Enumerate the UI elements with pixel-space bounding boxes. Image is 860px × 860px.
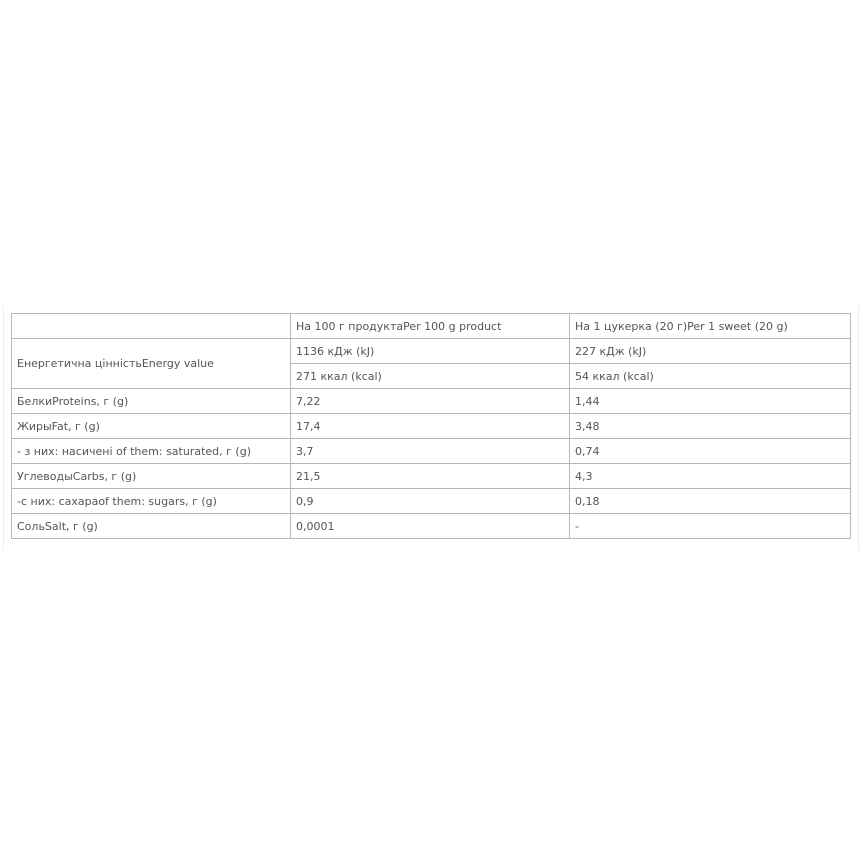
row-label-cell: - з них: насичені of them: saturated, г (g) bbox=[12, 439, 291, 464]
row-label-cell: БелкиProteins, г (g) bbox=[12, 389, 291, 414]
per-sweet-cell: 3,48 bbox=[570, 414, 851, 439]
per-100g-cell: 3,7 bbox=[291, 439, 570, 464]
header-cell-per-100g: На 100 г продуктаPer 100 g product bbox=[291, 314, 570, 339]
table-header-row bbox=[12, 314, 851, 339]
per-100g-cell: 7,22 bbox=[291, 389, 570, 414]
table-row bbox=[12, 464, 851, 489]
per-sweet-cell: 0,18 bbox=[570, 489, 851, 514]
per-100g-cell: 17,4 bbox=[291, 414, 570, 439]
table-row bbox=[12, 489, 851, 514]
energy-label-cell: Енергетична цінністьEnergy value bbox=[12, 339, 291, 389]
per-100g-cell: 0,0001 bbox=[291, 514, 570, 539]
energy-kj-per-sweet: 227 кДж (kJ) bbox=[570, 339, 851, 364]
energy-kcal-per-100g: 271 ккал (kcal) bbox=[291, 364, 570, 389]
per-sweet-cell: 4,3 bbox=[570, 464, 851, 489]
per-sweet-cell: 1,44 bbox=[570, 389, 851, 414]
per-sweet-cell: 0,74 bbox=[570, 439, 851, 464]
energy-kj-per-100g: 1136 кДж (kJ) bbox=[291, 339, 570, 364]
per-100g-cell: 21,5 bbox=[291, 464, 570, 489]
header-cell-per-sweet: На 1 цукерка (20 г)Per 1 sweet (20 g) bbox=[570, 314, 851, 339]
header-cell-empty bbox=[12, 314, 291, 339]
per-sweet-cell: - bbox=[570, 514, 851, 539]
row-label-cell: ЖирыFat, г (g) bbox=[12, 414, 291, 439]
nutrition-table bbox=[11, 313, 851, 539]
row-label-cell: -с них: сахараof them: sugars, г (g) bbox=[12, 489, 291, 514]
table-row bbox=[12, 439, 851, 464]
table-row bbox=[12, 389, 851, 414]
energy-kcal-per-sweet: 54 ккал (kcal) bbox=[570, 364, 851, 389]
per-100g-cell: 0,9 bbox=[291, 489, 570, 514]
table-row-energy-kj bbox=[12, 339, 851, 364]
row-label-cell: СольSalt, г (g) bbox=[12, 514, 291, 539]
row-label-cell: УглеводыCarbs, г (g) bbox=[12, 464, 291, 489]
table-row bbox=[12, 514, 851, 539]
table-row bbox=[12, 414, 851, 439]
